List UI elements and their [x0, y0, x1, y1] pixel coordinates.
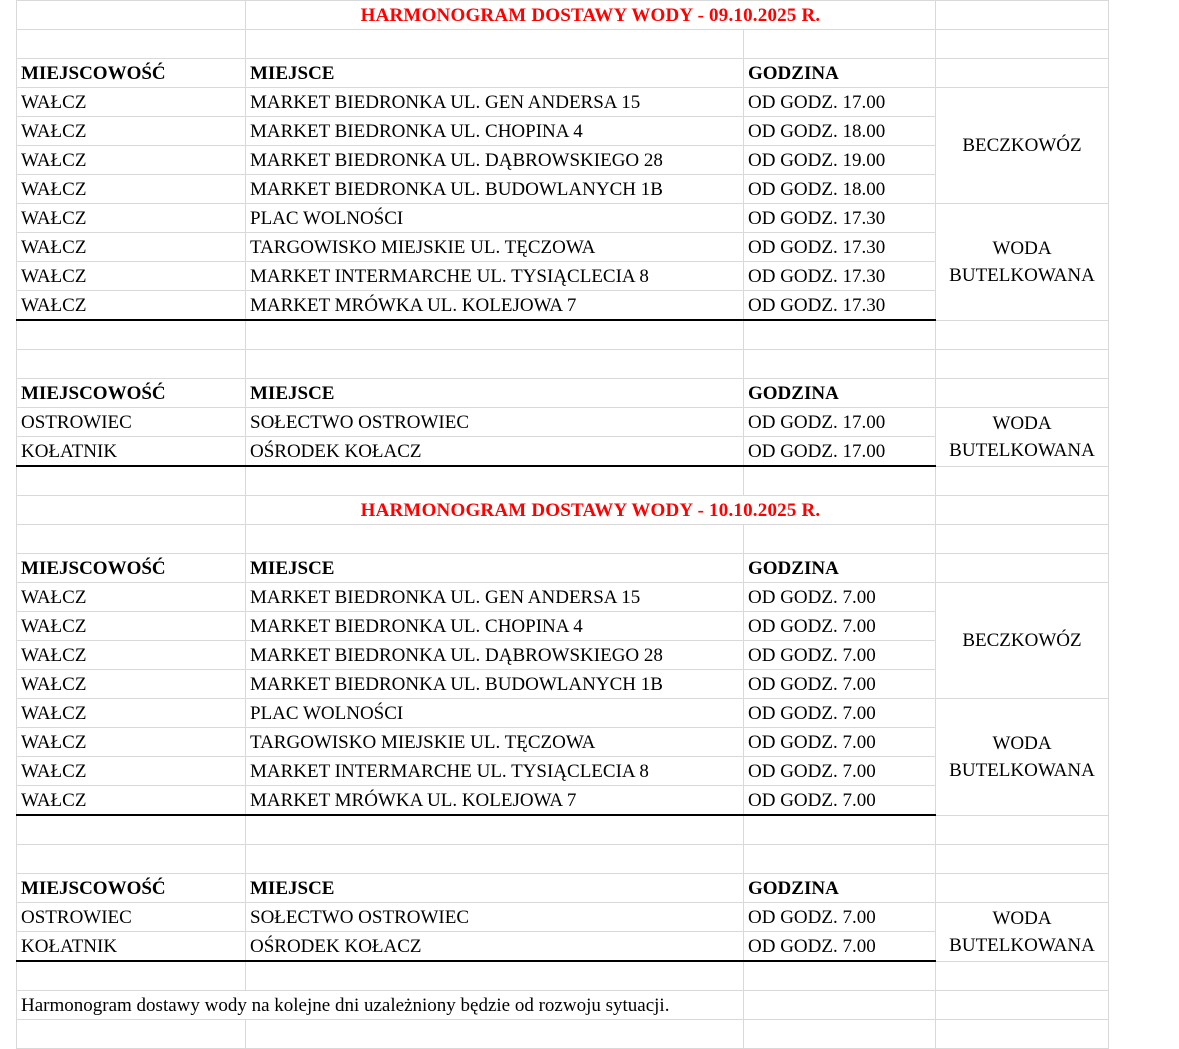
blank-cell — [744, 525, 936, 554]
cell-hour: OD GODZ. 7.00 — [744, 670, 936, 699]
kind-label-line1: WODA — [992, 907, 1052, 929]
cell-location: TARGOWISKO MIEJSKIE UL. TĘCZOWA — [246, 233, 744, 262]
kind-label-bottled — [936, 699, 1109, 816]
cell-location: PLAC WOLNOŚCI — [246, 699, 744, 728]
blank-cell — [936, 350, 1109, 379]
blank-cell — [246, 815, 744, 845]
cell-location: OŚRODEK KOŁACZ — [246, 437, 744, 467]
column-header-hour: GODZINA — [744, 874, 936, 903]
cell-place: OSTROWIEC — [17, 903, 246, 932]
cell-location: MARKET BIEDRONKA UL. GEN ANDERSA 15 — [246, 88, 744, 117]
blank-cell — [744, 991, 936, 1020]
kind-label-tanker: BECZKOWÓZ — [936, 583, 1109, 699]
blank-cell — [17, 815, 246, 845]
table-row — [17, 699, 1109, 728]
header-row-day2-city — [17, 554, 1109, 583]
cell-hour: OD GODZ. 7.00 — [744, 699, 936, 728]
blank-cell — [936, 815, 1109, 845]
cell-place: WAŁCZ — [17, 291, 246, 321]
blank-cell — [246, 320, 744, 350]
cell-location: SOŁECTWO OSTROWIEC — [246, 903, 744, 932]
column-header-kind — [936, 554, 1109, 583]
cell-location: OŚRODEK KOŁACZ — [246, 932, 744, 962]
blank-cell — [936, 991, 1109, 1020]
cell-hour: OD GODZ. 18.00 — [744, 117, 936, 146]
cell-hour: OD GODZ. 17.30 — [744, 291, 936, 321]
kind-label-bottled — [936, 903, 1109, 962]
blank-cell — [744, 320, 936, 350]
spacer-row — [17, 961, 1109, 991]
header-row-day1-city — [17, 59, 1109, 88]
spacer-row — [17, 350, 1109, 379]
cell-hour: OD GODZ. 7.00 — [744, 612, 936, 641]
water-delivery-schedule-table — [16, 0, 1109, 1049]
cell-location: MARKET BIEDRONKA UL. CHOPINA 4 — [246, 117, 744, 146]
cell-place: WAŁCZ — [17, 204, 246, 233]
blank-cell — [744, 466, 936, 496]
table-row — [17, 408, 1109, 437]
cell-hour: OD GODZ. 7.00 — [744, 786, 936, 816]
blank-cell — [17, 30, 246, 59]
blank-cell — [936, 30, 1109, 59]
kind-label-line1: WODA — [992, 412, 1052, 434]
cell-place: WAŁCZ — [17, 612, 246, 641]
column-header-location: MIEJSCE — [246, 379, 744, 408]
blank-cell — [744, 30, 936, 59]
blank-cell — [17, 845, 246, 874]
header-row-day1-villages — [17, 379, 1109, 408]
cell-location: MARKET MRÓWKA UL. KOLEJOWA 7 — [246, 786, 744, 816]
cell-hour: OD GODZ. 17.30 — [744, 233, 936, 262]
cell-location: SOŁECTWO OSTROWIEC — [246, 408, 744, 437]
cell-place: WAŁCZ — [17, 699, 246, 728]
blank-cell — [17, 1, 246, 30]
cell-hour: OD GODZ. 7.00 — [744, 757, 936, 786]
page-title-day2: HARMONOGRAM DOSTAWY WODY - 10.10.2025 R. — [246, 496, 936, 525]
cell-place: WAŁCZ — [17, 88, 246, 117]
title-row-day1 — [17, 1, 1109, 30]
blank-cell — [17, 961, 246, 991]
column-header-kind — [936, 59, 1109, 88]
blank-cell — [246, 30, 744, 59]
header-row-day2-villages — [17, 874, 1109, 903]
spacer-row — [17, 1020, 1109, 1049]
cell-location: MARKET BIEDRONKA UL. GEN ANDERSA 15 — [246, 583, 744, 612]
blank-cell — [744, 815, 936, 845]
cell-hour: OD GODZ. 7.00 — [744, 583, 936, 612]
spacer-row — [17, 30, 1109, 59]
blank-cell — [936, 466, 1109, 496]
blank-cell — [17, 350, 246, 379]
title-row-day2 — [17, 496, 1109, 525]
cell-hour: OD GODZ. 7.00 — [744, 903, 936, 932]
cell-hour: OD GODZ. 17.30 — [744, 204, 936, 233]
footer-note: Harmonogram dostawy wody na kolejne dni uzależniony będzie od rozwoju sytuacji. — [17, 991, 744, 1020]
column-header-place: MIEJSCOWOŚĆ — [17, 874, 246, 903]
cell-place: WAŁCZ — [17, 641, 246, 670]
blank-cell — [17, 466, 246, 496]
kind-label-line2: BUTELKOWANA — [949, 439, 1095, 461]
column-header-hour: GODZINA — [744, 379, 936, 408]
cell-location: PLAC WOLNOŚCI — [246, 204, 744, 233]
blank-cell — [246, 845, 744, 874]
blank-cell — [246, 466, 744, 496]
blank-cell — [17, 525, 246, 554]
blank-cell — [744, 961, 936, 991]
spacer-row — [17, 466, 1109, 496]
blank-cell — [744, 1020, 936, 1049]
cell-place: WAŁCZ — [17, 670, 246, 699]
cell-place: WAŁCZ — [17, 728, 246, 757]
blank-cell — [246, 1020, 744, 1049]
blank-cell — [744, 350, 936, 379]
column-header-place: MIEJSCOWOŚĆ — [17, 379, 246, 408]
table-row — [17, 204, 1109, 233]
cell-location: MARKET BIEDRONKA UL. CHOPINA 4 — [246, 612, 744, 641]
cell-place: KOŁATNIK — [17, 437, 246, 467]
cell-location: MARKET BIEDRONKA UL. DĄBROWSKIEGO 28 — [246, 641, 744, 670]
column-header-kind — [936, 874, 1109, 903]
cell-hour: OD GODZ. 19.00 — [744, 146, 936, 175]
cell-hour: OD GODZ. 18.00 — [744, 175, 936, 204]
blank-cell — [246, 961, 744, 991]
kind-label-line2: BUTELKOWANA — [949, 264, 1095, 286]
kind-label-line2: BUTELKOWANA — [949, 934, 1095, 956]
blank-cell — [936, 961, 1109, 991]
blank-cell — [246, 525, 744, 554]
cell-location: MARKET BIEDRONKA UL. BUDOWLANYCH 1B — [246, 175, 744, 204]
column-header-location: MIEJSCE — [246, 874, 744, 903]
spacer-row — [17, 845, 1109, 874]
cell-location: MARKET INTERMARCHE UL. TYSIĄCLECIA 8 — [246, 757, 744, 786]
table-row — [17, 88, 1109, 117]
blank-cell — [936, 496, 1109, 525]
column-header-hour: GODZINA — [744, 59, 936, 88]
blank-cell — [936, 1020, 1109, 1049]
cell-place: WAŁCZ — [17, 146, 246, 175]
kind-label-bottled — [936, 408, 1109, 467]
cell-hour: OD GODZ. 17.30 — [744, 262, 936, 291]
column-header-place: MIEJSCOWOŚĆ — [17, 59, 246, 88]
kind-label-tanker: BECZKOWÓZ — [936, 88, 1109, 204]
blank-cell — [17, 1020, 246, 1049]
cell-place: KOŁATNIK — [17, 932, 246, 962]
page-title-day1: HARMONOGRAM DOSTAWY WODY - 09.10.2025 R. — [246, 1, 936, 30]
cell-location: MARKET BIEDRONKA UL. BUDOWLANYCH 1B — [246, 670, 744, 699]
cell-place: WAŁCZ — [17, 757, 246, 786]
blank-cell — [17, 496, 246, 525]
cell-location: TARGOWISKO MIEJSKIE UL. TĘCZOWA — [246, 728, 744, 757]
cell-hour: OD GODZ. 7.00 — [744, 932, 936, 962]
cell-hour: OD GODZ. 7.00 — [744, 728, 936, 757]
note-row — [17, 991, 1109, 1020]
cell-place: WAŁCZ — [17, 175, 246, 204]
blank-cell — [17, 320, 246, 350]
column-header-place: MIEJSCOWOŚĆ — [17, 554, 246, 583]
spacer-row — [17, 320, 1109, 350]
cell-hour: OD GODZ. 7.00 — [744, 641, 936, 670]
blank-cell — [936, 525, 1109, 554]
blank-cell — [246, 350, 744, 379]
cell-hour: OD GODZ. 17.00 — [744, 437, 936, 467]
kind-label-line2: BUTELKOWANA — [949, 759, 1095, 781]
spacer-row — [17, 525, 1109, 554]
cell-place: WAŁCZ — [17, 117, 246, 146]
blank-cell — [936, 845, 1109, 874]
cell-hour: OD GODZ. 17.00 — [744, 88, 936, 117]
cell-place: WAŁCZ — [17, 786, 246, 816]
column-header-hour: GODZINA — [744, 554, 936, 583]
column-header-location: MIEJSCE — [246, 554, 744, 583]
column-header-location: MIEJSCE — [246, 59, 744, 88]
cell-place: OSTROWIEC — [17, 408, 246, 437]
cell-hour: OD GODZ. 17.00 — [744, 408, 936, 437]
cell-place: WAŁCZ — [17, 262, 246, 291]
blank-cell — [936, 1, 1109, 30]
cell-place: WAŁCZ — [17, 583, 246, 612]
blank-cell — [744, 845, 936, 874]
column-header-kind — [936, 379, 1109, 408]
cell-location: MARKET MRÓWKA UL. KOLEJOWA 7 — [246, 291, 744, 321]
kind-label-line1: WODA — [992, 732, 1052, 754]
cell-location: MARKET BIEDRONKA UL. DĄBROWSKIEGO 28 — [246, 146, 744, 175]
table-row — [17, 903, 1109, 932]
spacer-row — [17, 815, 1109, 845]
kind-label-bottled — [936, 204, 1109, 321]
blank-cell — [936, 320, 1109, 350]
table-row — [17, 583, 1109, 612]
kind-label-line1: WODA — [992, 237, 1052, 259]
cell-place: WAŁCZ — [17, 233, 246, 262]
cell-location: MARKET INTERMARCHE UL. TYSIĄCLECIA 8 — [246, 262, 744, 291]
